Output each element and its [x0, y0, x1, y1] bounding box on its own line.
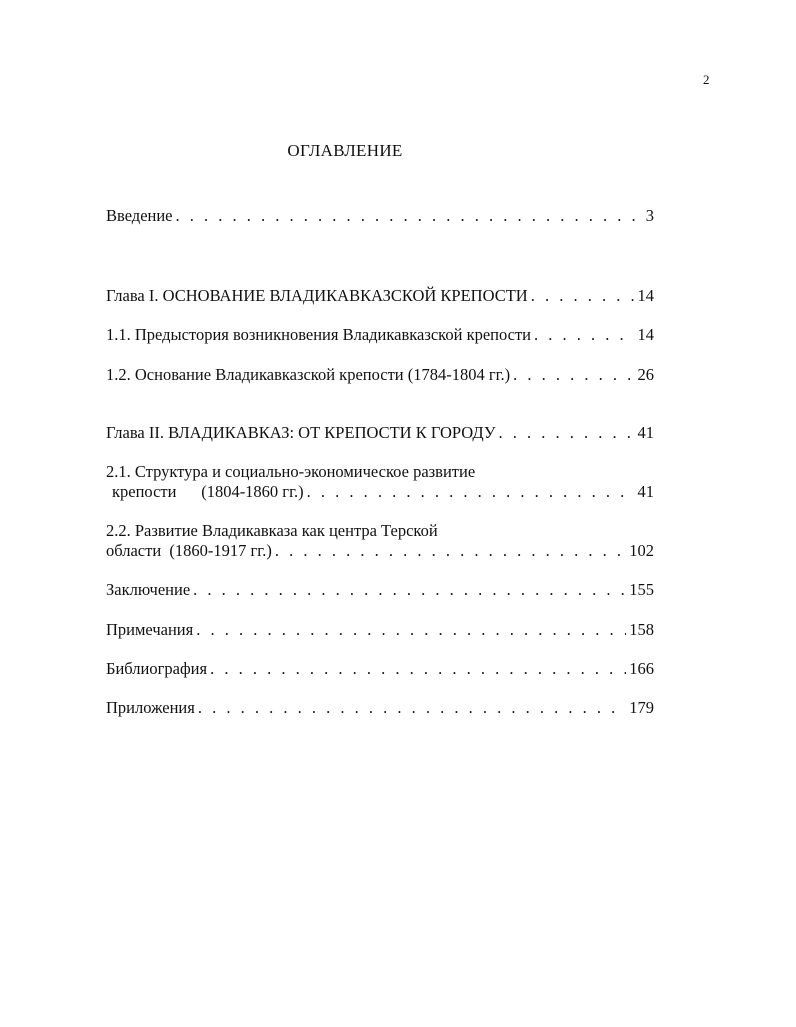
toc-entry-section-2-2[interactable] — [106, 541, 654, 561]
toc-label: области (1860-1917 гг.) — [106, 541, 272, 560]
toc-entry-chapter-2[interactable] — [106, 423, 654, 443]
toc-label: Введение — [106, 206, 173, 225]
leader-dots — [499, 423, 635, 443]
toc-label: 1.2. Основание Владикавказской крепости (1784-1804 гг.) — [106, 365, 511, 384]
toc-entry-section-2-1-line1: 2.1. Структура и социально-экономическое развитие — [106, 462, 476, 481]
leader-dots — [193, 580, 626, 600]
toc-page: 158 — [629, 620, 654, 639]
leader-dots — [196, 620, 626, 640]
leader-dots — [531, 286, 635, 306]
toc-label: 1.1. Предыстория возникновения Владикавказской крепости — [106, 325, 532, 344]
toc-page: 179 — [629, 698, 654, 717]
leader-dots — [534, 325, 634, 345]
toc-page: 41 — [637, 482, 654, 501]
toc-entry-introduction[interactable] — [106, 206, 654, 226]
toc-page: 14 — [637, 325, 654, 344]
toc-page: 102 — [629, 541, 654, 560]
page-number: 2 — [703, 72, 710, 87]
toc-label: Заключение — [106, 580, 191, 599]
toc-label: Приложения — [106, 698, 195, 717]
toc-label: Глава II. ВЛАДИКАВКАЗ: ОТ КРЕПОСТИ К ГОРОДУ — [106, 423, 496, 442]
leader-dots — [210, 659, 626, 679]
toc-page: 3 — [645, 206, 654, 225]
toc-entry-notes[interactable] — [106, 620, 654, 640]
toc-entry-section-1-2[interactable] — [106, 365, 654, 385]
toc-entry-bibliography[interactable] — [106, 659, 654, 679]
toc-label: Глава I. ОСНОВАНИЕ ВЛАДИКАВКАЗСКОЙ КРЕПОСТИ — [106, 286, 528, 305]
toc-entry-appendices[interactable] — [106, 698, 654, 718]
toc-page: 166 — [629, 659, 654, 678]
toc-label: крепости (1804-1860 гг.) — [112, 482, 304, 501]
leader-dots — [176, 206, 643, 226]
toc-entry-section-2-2-line1: 2.2. Развитие Владикавказа как центра Терской — [106, 521, 438, 540]
toc-page: 41 — [637, 423, 654, 442]
toc-page: 26 — [637, 365, 654, 384]
toc-page: 14 — [637, 286, 654, 305]
page-title: ОГЛАВЛЕНИЕ — [287, 141, 403, 160]
toc-entry-chapter-1[interactable] — [106, 286, 654, 306]
leader-dots — [307, 482, 635, 502]
toc-page: 155 — [629, 580, 654, 599]
leader-dots — [513, 365, 634, 385]
toc-entry-conclusion[interactable] — [106, 580, 654, 600]
toc-label: Примечания — [106, 620, 194, 639]
leader-dots — [198, 698, 626, 718]
toc-label: Библиография — [106, 659, 208, 678]
leader-dots — [275, 541, 626, 561]
toc-entry-section-1-1[interactable] — [106, 325, 654, 345]
toc-entry-section-2-1[interactable] — [112, 482, 654, 502]
